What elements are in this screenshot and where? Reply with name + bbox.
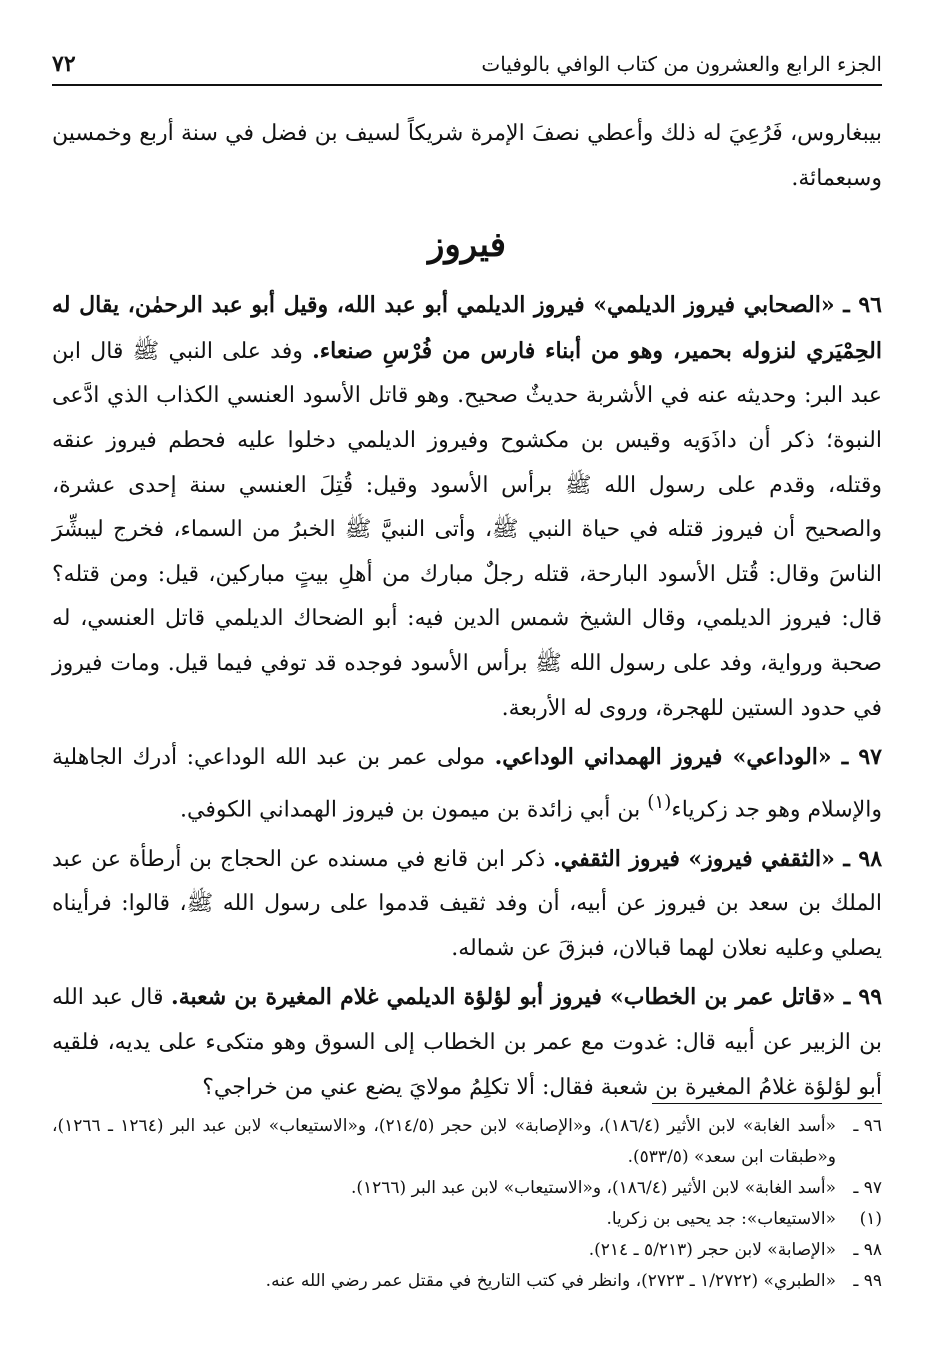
page-header: [52, 44, 882, 86]
entry-body: قال عبد الله بن الزبير عن أبيه قال: غدوت مع عمر بن الخطاب إلى السوق وهو متكىء على يديه، فلقيه أبو لؤلؤة غلامُ المغيرة بن شعبة فقال: ألا تكلِمُ مولايَ يضع عني من خراجي؟: [52, 985, 882, 1100]
footnote-item: [52, 1235, 882, 1266]
entry-96: [52, 283, 882, 731]
entry-99: [52, 975, 882, 1110]
footnote-number: ٩٩ ـ: [853, 1271, 882, 1291]
entry-heading: ٩٧ ـ «الوداعي» فيروز الهمداني الوداعي.: [494, 744, 882, 771]
footnote-number: ٩٨ ـ: [853, 1240, 882, 1260]
entry-97: [52, 735, 882, 833]
entry-98: [52, 837, 882, 972]
footnote-text: «الإصابة» لابن حجر (٥/٢١٣ ـ ٢١٤).: [588, 1240, 836, 1260]
book-page: [52, 0, 882, 1371]
entry-heading: ٩٩ ـ «قاتل عمر بن الخطاب» فيروز أبو لؤلؤة الديلمي غلام المغيرة بن شعبة.: [171, 984, 883, 1011]
footnote-divider: [652, 1103, 882, 1104]
entry-heading: ٩٨ ـ «الثقفي فيروز» فيروز الثقفي.: [553, 845, 883, 872]
page-number: ٧٢: [52, 51, 76, 77]
entry-body-continued: بن أبي زائدة بن ميمون بن فيروز الهمداني الكوفي.: [180, 797, 648, 823]
footnote-item: [52, 1204, 882, 1235]
main-text: [52, 112, 882, 1110]
footnote-text: «أسد الغابة» لابن الأثير (١٨٦/٤)، و«الإصابة» لابن حجر (٢١٤/٥)، و«الاستيعاب» لابن عبد البر (١٢٦٤ ـ ١٢٦٦)، و«طبقات ابن سعد» (٥٣٣/٥).: [52, 1116, 836, 1167]
footnote-item: [52, 1173, 882, 1204]
footnote-marker: (١): [647, 791, 672, 813]
footnote-item: [52, 1266, 882, 1297]
footnote-number: ٩٦ ـ: [853, 1116, 882, 1136]
footnote-item: [52, 1111, 882, 1173]
footnote-number: (١): [859, 1209, 882, 1229]
running-title: الجزء الرابع والعشرون من كتاب الوافي بالوفيات: [481, 52, 882, 76]
footnote-text: «أسد الغابة» لابن الأثير (١٨٦/٤)، و«الاستيعاب» لابن عبد البر (١٢٦٦).: [350, 1178, 836, 1198]
entry-body: وفد على النبي ﷺ قال ابن عبد البر: وحديثه عنه في الأشربة حديثٌ صحيح. وهو قاتل الأسود العنسي الكذاب الذي ادَّعى النبوة؛ ذكر أن داذَوَيه وقيس بن مكشوح وفيروز الديلمي دخلوا عليه فحطم فيروز عنقه وقتله، وقدم على رسول الله ﷺ برأس الأسود وقيل: قُتِلَ العنسي سنة إحدى عشرة، والصحيح أن فيروز قتله في حياة النبي ﷺ، وأتى النبيَّ ﷺ الخبرُ من السماء، فخرج ليبشِّرَ الناسَ وقال: قُتل الأسود البارحة، قتله رجلٌ مبارك من أهلِ بيتٍ مباركين، قيل: ومن قتله؟ قال: فيروز الديلمي، وقال الشيخ شمس الدين فيه: أبو الضحاك الديلمي قاتل العنسي، له صحبة ورواية، وفد على رسول الله ﷺ برأس الأسود فوجده قد توفي فيما قيل. ومات فيروز في حدود الستين للهجرة، وروى له الأربعة.: [52, 338, 882, 721]
section-title: فيروز: [427, 225, 507, 266]
footnote-number: ٩٧ ـ: [853, 1178, 882, 1198]
entry-body: مولى عمر بن عبد الله الوداعي: أدرك الجاهلية والإسلام وهو جد زكرياء: [52, 745, 882, 823]
footnotes: [52, 1111, 882, 1297]
entry-heading: ٩٦ ـ «الصحابي فيروز الديلمي» فيروز الديلمي أبو عبد الله، وقيل أبو عبد الرحمٰن، يقال له الحِمْيَري لنزوله بحمير، وهو من أبناء فارس من فُرْسِ صنعاء.: [52, 292, 882, 364]
footnote-text: «الاستيعاب»: جد يحيى بن زكريا.: [606, 1209, 836, 1229]
entry-body: ذكر ابن قانع في مسنده عن الحجاج بن أرطأة عن عبد الملك بن سعد بن فيروز عن أبيه، أن وفد ثقيف قدموا على رسول الله ﷺ، قالوا: فرأيناه يصلي وعليه نعلان لهما قبالان، فبزقَ عن شماله.: [52, 846, 882, 961]
footnote-text: «الطبري» (١/٢٧٢٢ ـ ٢٧٢٣)، وانظر في كتب التاريخ في مقتل عمر رضي الله عنه.: [265, 1271, 836, 1291]
intro-paragraph: بيبغاروس، فَرُعِيَ له ذلك وأعطي نصفَ الإمرة شريكاً لسيف بن فضل في سنة أربع وخمسين وسبعمائة.: [52, 121, 882, 191]
